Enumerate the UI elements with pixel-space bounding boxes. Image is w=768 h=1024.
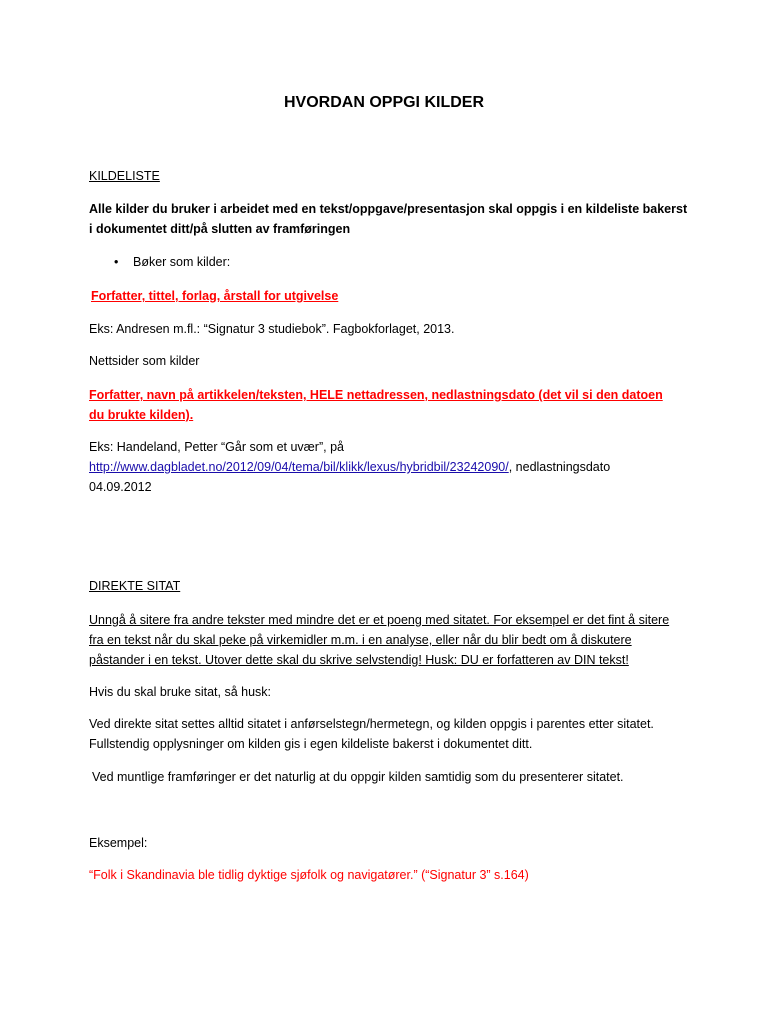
book-format: Forfatter, tittel, forlag, årstall for utgivelse <box>91 289 339 303</box>
web-example-suffix: , nedlastningsdato <box>508 460 611 474</box>
kildeliste-heading: KILDELISTE <box>89 169 160 183</box>
web-format: Forfatter, navn på artikkelen/teksten, HELE nettadressen, nedlastningsdato (det vil si den datoen du brukte kilden). <box>89 388 663 422</box>
web-example-date: 04.09.2012 <box>89 480 152 494</box>
bullet-dot-icon: • <box>114 255 119 269</box>
web-heading: Nettsider som kilder <box>89 354 200 368</box>
web-example-link[interactable]: http://www.dagbladet.no/2012/09/04/tema/bil/klikk/lexus/hybridbil/23242090/ <box>89 460 509 474</box>
sitat-warning: Unngå å sitere fra andre tekster med mindre det er et poeng med sitatet. For eksempel er det fint å sitere fra en tekst når du skal peke på virkemidler m.m. i en analyse, eller når du blir bedt om å diskutere påstander i en tekst. Utover dette skal du skrive selvstendig! Husk: DU er forfatteren av DIN tekst! <box>89 613 670 667</box>
sitat-remember: Hvis du skal bruke sitat, så husk: <box>89 685 272 699</box>
example-label: Eksempel: <box>89 836 148 850</box>
direkte-sitat-heading: DIREKTE SITAT <box>89 579 181 593</box>
bullet-books: Bøker som kilder: <box>133 255 231 269</box>
kildeliste-intro: Alle kilder du bruker i arbeidet med en tekst/oppgave/presentasjon skal oppgis i en kildeliste bakerst i dokumentet ditt/på slutten av framføringen <box>89 202 688 236</box>
web-example-prefix: Eks: Handeland, Petter “Går som et uvær”, på <box>89 440 344 454</box>
example-quote: “Folk i Skandinavia ble tidlig dyktige sjøfolk og navigatører.” (“Signatur 3” s.164) <box>89 868 529 882</box>
sitat-rule-1: Ved direkte sitat settes alltid sitatet i anførselstegn/hermetegn, og kilden oppgis i parentes etter sitatet. Fullstendig opplysninger om kilden gis i egen kildeliste bakerst i dokumentet ditt. <box>89 717 654 751</box>
book-example: Eks: Andresen m.fl.: “Signatur 3 studiebok”. Fagbokforlaget, 2013. <box>89 322 455 336</box>
web-example <box>89 437 689 497</box>
page-title: HVORDAN OPPGI KILDER <box>283 94 484 111</box>
sitat-rule-2: Ved muntlige framføringer er det naturlig at du oppgir kilden samtidig som du presenterer sitatet. <box>92 770 624 784</box>
